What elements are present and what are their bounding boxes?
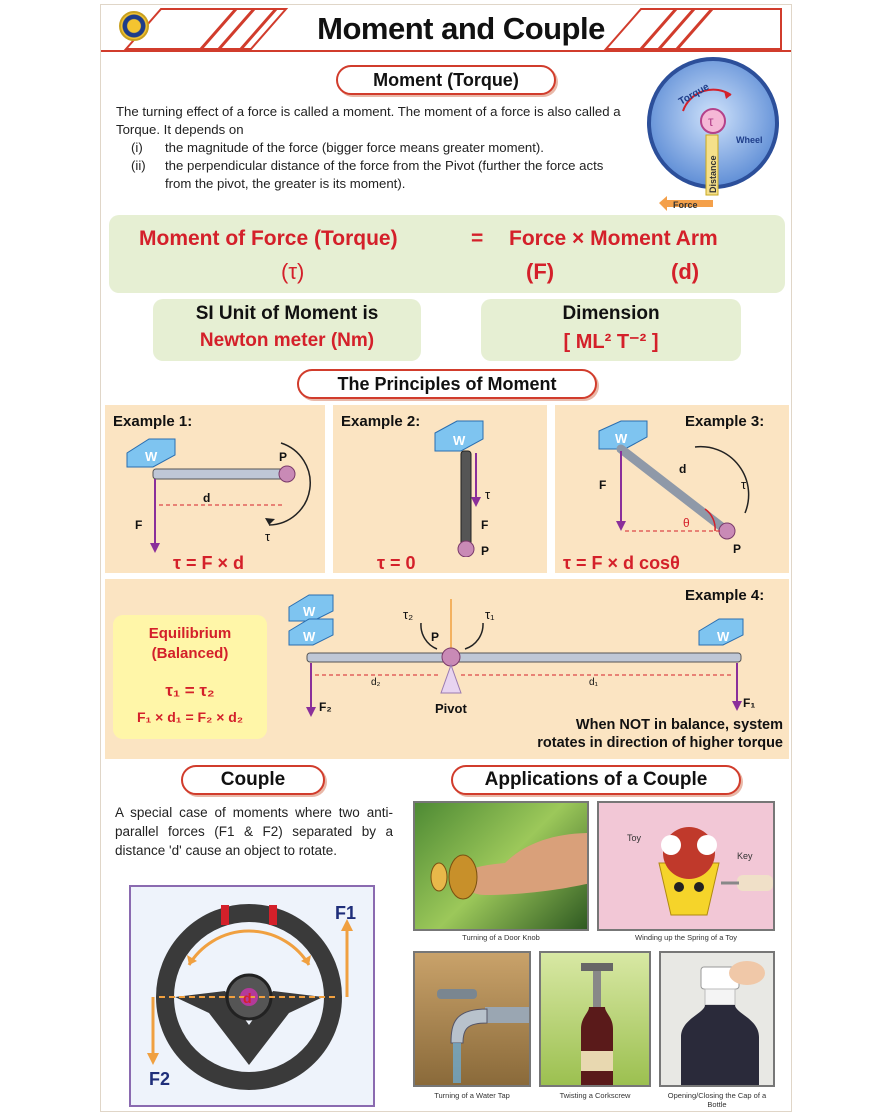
caption-door-knob: Turning of a Door Knob [462, 933, 540, 942]
example3-formula: τ = F × d cosθ [563, 553, 680, 573]
ex4-f2-label: F₂ [319, 700, 332, 714]
example2-diagram [333, 417, 547, 557]
si-unit-value: Newton meter (Nm) [199, 330, 375, 351]
couple-d-label: d [243, 990, 252, 1006]
logo-emblem [119, 11, 149, 41]
formula-symbol-f: (F) [526, 259, 555, 284]
moment-item2: the perpendicular distance of the force from the Pivot (further the force acts from the pivot, the greater is its moment). [165, 158, 604, 191]
moment-heading: Moment (Torque) [336, 65, 556, 95]
example2-formula: τ = 0 [377, 553, 416, 573]
example1-title: Example 1: [113, 413, 193, 430]
ex1-w-label: W [145, 449, 158, 464]
equilibrium-subtitle: (Balanced) [151, 645, 229, 662]
wheel-distance-label: Distance [708, 155, 718, 193]
moment-intro: The turning effect of a force is called a moment. The moment of a force is also called a Torque. It depends on [116, 104, 621, 137]
example4-title: Example 4: [685, 587, 765, 604]
photo-door-knob [413, 801, 589, 931]
wheel-tau-label: τ [708, 113, 714, 129]
torque-wheel-diagram [631, 53, 781, 213]
poster [100, 4, 792, 1112]
moment-item2-num: (ii) [131, 158, 146, 173]
wheel-label: Wheel [736, 135, 763, 145]
formula-equals: = [471, 227, 484, 250]
couple-f1-label: F1 [335, 903, 357, 923]
example1-diagram [105, 425, 325, 555]
dimension-label: Dimension [562, 303, 660, 324]
caption-water-tap: Turning of a Water Tap [434, 1091, 510, 1100]
wheel-torque-label: Torque [677, 81, 712, 108]
formula-moment-of-force: Moment of Force (Torque) [139, 227, 398, 250]
ex4-p-label: P [431, 630, 440, 644]
example2-title: Example 2: [341, 413, 421, 430]
toy-label: Toy [627, 833, 642, 843]
wheel-force-label: Force [673, 200, 698, 210]
ex1-p-label: P [279, 450, 288, 464]
si-unit-label: SI Unit of Moment is [195, 303, 379, 324]
ex1-tau-label: τ [265, 529, 271, 544]
caption-bottle-cap: Opening/Closing the Cap of a Bottle [667, 1091, 767, 1109]
principles-heading: The Principles of Moment [297, 369, 597, 399]
ex2-f-label: F [481, 518, 489, 532]
applications-heading: Applications of a Couple [451, 765, 741, 795]
ex2-w-label: W [453, 433, 466, 448]
example1-formula: τ = F × d [173, 553, 245, 573]
ex4-w1-label: W [303, 604, 316, 619]
ex4-pivot-label: Pivot [435, 701, 467, 716]
couple-f2-label: F2 [149, 1069, 171, 1089]
ex3-w-label: W [615, 431, 628, 446]
photo-bottle-cap [659, 951, 775, 1087]
couple-heading: Couple [181, 765, 325, 795]
key-label: Key [737, 851, 753, 861]
caption-toy: Winding up the Spring of a Toy [634, 933, 737, 942]
example4-note-line2: rotates in direction of higher torque [537, 735, 783, 751]
ex4-w3-label: W [717, 629, 730, 644]
photo-corkscrew [539, 951, 651, 1087]
formula-symbol-d: (d) [671, 259, 700, 284]
ex1-d-label: d [203, 491, 211, 505]
example4-note-line1: When NOT in balance, system [575, 717, 783, 733]
couple-text: A special case of moments where two anti-parallel forces (F1 & F2) separated by a distance 'd' cause an object to rotate. [115, 805, 393, 858]
steering-wheel-diagram [129, 885, 375, 1107]
ex3-f-label: F [599, 478, 607, 492]
ex3-theta-label: θ [683, 516, 690, 530]
ex3-tau-label: τ [741, 477, 747, 492]
example3-title: Example 3: [685, 413, 765, 430]
formula-symbol-tau: (τ) [281, 259, 305, 284]
example3-diagram [555, 417, 789, 557]
equilibrium-eq1: τ₁ = τ₂ [165, 681, 215, 700]
poster-title: Moment and Couple [317, 11, 605, 46]
ex3-d-label: d [679, 462, 687, 476]
ex4-w2-label: W [303, 629, 316, 644]
caption-corkscrew: Twisting a Corkscrew [559, 1091, 631, 1100]
ex2-p-label: P [481, 544, 490, 557]
ex4-d1-label: d₁ [589, 677, 598, 688]
ex4-tau2-label: τ₂ [403, 607, 414, 622]
ex3-p-label: P [733, 542, 742, 556]
ex4-d2-label: d₂ [371, 677, 381, 688]
ex1-f-label: F [135, 518, 143, 532]
ex4-tau1-label: τ₁ [485, 607, 495, 622]
moment-item1: the magnitude of the force (bigger force means greater moment). [165, 140, 544, 155]
equilibrium-eq2: F₁ × d₁ = F₂ × d₂ [136, 709, 244, 725]
ex4-f1-label: F₁ [743, 696, 756, 710]
moment-item1-num: (i) [131, 140, 143, 155]
dimension-value: [ ML² T⁻² ] [563, 331, 659, 353]
ex2-tau-label: τ [485, 487, 491, 502]
formula-force-times-arm: Force × Moment Arm [509, 227, 718, 250]
equilibrium-title: Equilibrium [148, 625, 232, 642]
photo-water-tap [413, 951, 531, 1087]
photo-toy [597, 801, 775, 931]
